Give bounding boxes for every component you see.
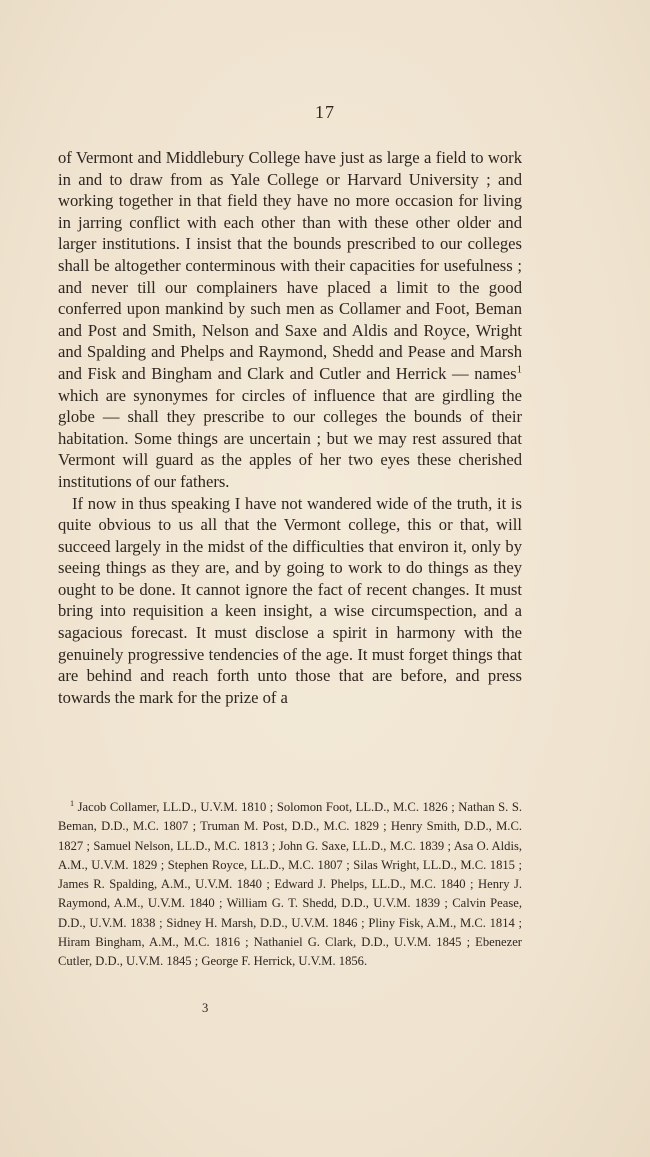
footnote-1 xyxy=(58,798,522,972)
footnote-reference: 1 xyxy=(516,363,522,376)
body-text xyxy=(58,147,522,708)
paragraph-1-text: of Vermont and Middlebury College have just as large a field to work in and to draw from as Yale College or Harvard University ; and working together in that field they have no more occasion for living in jarring conflict with each other than with these other older and larger institutions. I insist that the bounds prescribed to our colleges shall be altogether conterminous with their capacities for usefulness ; and never till our complainers have placed a limit to the good conferred upon mankind by such men as Collamer and Foot, Beman and Post and Smith, Nelson and Saxe and Aldis and Royce, Wright and Spalding and Phelps and Raymond, Shedd and Pease and Marsh and Fisk and Bingham and Clark and Cutler and Herrick — names xyxy=(58,148,522,383)
footnote-1-text: Jacob Collamer, LL.D., U.V.M. 1810 ; Solomon Foot, LL.D., M.C. 1826 ; Nathan S. S. Beman, D.D., M.C. 1807 ; Truman M. Post, D.D., M.C. 1829 ; Henry Smith, D.D., M.C. 1827 ; Samuel Nelson, LL.D., M.C. 1813 ; John G. Saxe, LL.D., M.C. 1839 ; Asa O. Aldis, A.M., U.V.M. 1829 ; Stephen Royce, LL.D., M.C. 1807 ; Silas Wright, LL.D., M.C. 1815 ; James R. Spalding, A.M., U.V.M. 1840 ; Edward J. Phelps, LL.D., M.C. 1840 ; Henry J. Raymond, A.M., U.V.M. 1840 ; William G. T. Shedd, D.D., U.V.M. 1839 ; Calvin Pease, D.D., U.V.M. 1838 ; Sidney H. Marsh, D.D., U.V.M. 1846 ; Pliny Fisk, A.M., M.C. 1814 ; Hiram Bingham, A.M., M.C. 1816 ; Nathaniel G. Clark, D.D., U.V.M. 1845 ; Ebenezer Cutler, D.D., U.V.M. 1845 ; George F. Herrick, U.V.M. 1856. xyxy=(58,800,522,969)
page-number: 17 xyxy=(315,102,335,122)
signature-mark: 3 xyxy=(202,1001,209,1015)
footnote-marker: 1 xyxy=(70,798,75,808)
footnotes xyxy=(58,798,522,972)
paragraph-2: If now in thus speaking I have not wandered wide of the truth, it is quite obvious to us all that the Vermont college, this or that, will succeed largely in the midst of the difficulties that environ it, only by seeing things as they are, and by going to work to do things as they ought to be done. It cannot ignore the fact of recent changes. It must bring into requisition a keen insight, a wise circumspection, and a sagacious forecast. It must disclose a spirit in harmony with the genuinely progressive tendencies of the age. It must forget things that are behind and reach forth unto those that are before, and press towards the mark for the prize of a xyxy=(58,493,522,707)
paragraph-1 xyxy=(58,147,522,493)
paragraph-1-continued: which are synonymes for circles of influence that are girdling the globe — shall they prescribe to our colleges the bounds of their habitation. Some things are uncertain ; but we may rest assured that Vermont will guard as the apples of her two eyes these cherished institutions of our fathers. xyxy=(58,385,522,491)
